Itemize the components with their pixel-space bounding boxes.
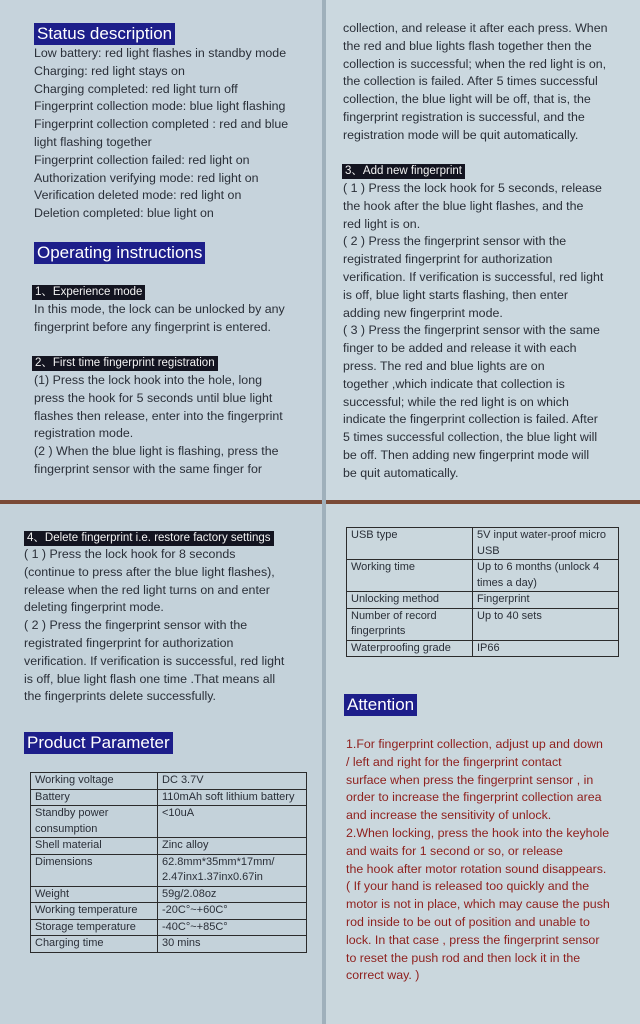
text-line: collection, the blue light will be off, that is, the [343,92,591,107]
text-line: is off, blue light flash one time .That means all [24,671,276,686]
spec-row [31,936,307,953]
text-line: fingerprint registration is successful, and the [343,109,585,124]
spec-row [31,773,307,790]
text-line: ( 2 ) Press the fingerprint sensor with the [24,618,248,633]
text-line: (1) Press the lock hook into the hole, long [34,373,262,387]
text-line: In this mode, the lock can be unlocked by any [34,302,285,316]
text-line: press. The red and blue lights are on [343,358,545,373]
attention-line: 2.When locking, press the hook into the keyhole [346,825,610,840]
spec-value: <10uA [158,806,307,838]
text-line: red light is on. [343,216,421,231]
spec-value: 5V input water-proof micro USB [473,528,619,560]
text-line: fingerprint sensor with the same finger for [34,461,262,476]
text-line: press the hook for 5 seconds until blue light [34,390,273,405]
attention-line: surface when press the fingerprint sensor , in [346,772,594,787]
text-line: (2 ) When the blue light is flashing, press the [34,444,279,459]
spec-label: Number of record fingerprints [347,608,473,640]
spec-row [347,560,619,592]
product-parameter-table [30,772,307,953]
spec-label: Standby power consumption [31,806,158,838]
text-line: verification. If verification is successful, red light [24,653,285,668]
delete-fingerprint-text [24,546,284,706]
text-line: the fingerprints delete successfully. [24,689,216,704]
status-line: Charging completed: red light turn off [34,81,238,96]
first-registration-text [34,372,283,479]
text-line: collection, and release it after each press. When [343,21,608,35]
manual-page-top-left [0,0,322,500]
spec-value: 62.8mm*35mm*17mm/ 2.47inx1.37inx0.67in [158,854,307,886]
text-line: ( 1 ) Press the lock hook for 8 seconds [24,547,236,561]
add-new-fingerprint-text [343,180,603,483]
status-line: Fingerprint collection mode: blue light flashing [34,99,286,114]
spec-value: 110mAh soft lithium battery [158,789,307,806]
manual-page-bottom-left [0,504,322,1024]
text-line: finger to be added and release it with each [343,341,577,356]
spec-value: Up to 6 months (unlock 4 times a day) [473,560,619,592]
spec-row [31,854,307,886]
attention-line: correct way. ) [346,968,420,983]
spec-value: Zinc alloy [158,838,307,855]
spec-row [31,789,307,806]
spec-row [347,528,619,560]
spec-label: Working voltage [31,773,158,790]
spec-label: Unlocking method [347,592,473,609]
text-line: ( 3 ) Press the fingerprint sensor with the same [343,323,600,338]
attention-line: 1.For fingerprint collection, adjust up and down [346,737,603,751]
spec-value: 59g/2.08oz [158,886,307,903]
spec-label: Shell material [31,838,158,855]
spec-row [31,806,307,838]
attention-line: and increase the sensitivity of unlock. [346,808,552,823]
text-line: together ,which indicate that collection is [343,376,565,391]
manual-page-top-right [326,0,640,500]
product-parameter-heading: Product Parameter [24,732,173,754]
first-registration-title: 2、First time fingerprint registration [32,356,218,371]
spec-label: Charging time [31,936,158,953]
spec-row [31,919,307,936]
attention-line: rod inside to be out of position and unable to [346,914,590,929]
text-line: (continue to press after the blue light flashes), [24,564,275,579]
attention-line: motor is not in place, which may cause the push [346,897,610,912]
attention-heading: Attention [344,694,417,716]
attention-line: ( If your hand is released too quickly and the [346,879,590,894]
text-line: release when the red light turns on and enter [24,582,270,597]
text-line: the hook after the blue light flashes, and the [343,198,584,213]
spec-label: Working temperature [31,903,158,920]
spec-label: Weight [31,886,158,903]
attention-line: order to increase the fingerprint collection area [346,790,602,805]
manual-page-bottom-right [326,504,640,1024]
operating-instructions-heading: Operating instructions [34,242,205,264]
delete-fingerprint-title: 4、Delete fingerprint i.e. restore factory settings [24,531,274,546]
text-line: deleting fingerprint mode. [24,600,164,615]
status-line: Low battery: red light flashes in standby mode [34,46,287,60]
attention-line: / left and right for the fingerprint contact [346,754,562,769]
text-line: the collection is failed. After 5 times successful [343,74,598,89]
text-line: indicate the fingerprint collection is failed. After [343,412,598,427]
text-line: verification. If verification is successful, red light [343,269,604,284]
spec-value: 30 mins [158,936,307,953]
status-line: Charging: red light stays on [34,63,185,78]
spec-row [347,640,619,657]
experience-mode-text [34,301,285,337]
attention-line: and waits for 1 second or so, or release [346,843,563,858]
text-line: registrated fingerprint for authorization [343,252,553,267]
text-line: flashes then release, enter into the fingerprint [34,408,283,423]
text-line: is off, blue light starts flashing, then enter [343,287,568,302]
add-new-fingerprint-title: 3、Add new fingerprint [342,164,465,179]
status-description-list [34,45,288,223]
text-line: fingerprint before any fingerprint is entered. [34,319,271,334]
status-line: light flashing together [34,134,152,149]
text-line: adding new fingerprint mode. [343,305,503,320]
attention-text [346,736,610,985]
spec-row [347,608,619,640]
spec-value: -40C°~+85C° [158,919,307,936]
spec-row [31,838,307,855]
text-line: successful; while the red light is on which [343,394,569,409]
text-line: the red and blue lights flash together then the [343,38,592,53]
text-line: ( 2 ) Press the fingerprint sensor with the [343,234,567,249]
text-line: ( 1 ) Press the lock hook for 5 seconds, release [343,181,602,195]
text-line: be quit automatically. [343,465,459,480]
attention-line: lock. In that case , press the fingerprint sensor [346,932,600,947]
spec-label: Waterproofing grade [347,640,473,657]
spec-row [31,886,307,903]
spec-value: Up to 40 sets [473,608,619,640]
status-line: Fingerprint collection completed : red and blue [34,117,289,132]
status-line: Deletion completed: blue light on [34,206,214,221]
spec-label: Battery [31,789,158,806]
experience-mode-title: 1、Experience mode [32,285,145,300]
spec-label: Working time [347,560,473,592]
spec-row [31,903,307,920]
status-line: Fingerprint collection failed: red light on [34,152,250,167]
spec-label: Dimensions [31,854,158,886]
text-line: registration mode. [34,426,134,441]
text-line: 5 times successful collection, the blue light will [343,430,598,445]
spec-value: DC 3.7V [158,773,307,790]
status-line: Authorization verifying mode: red light on [34,170,259,185]
text-line: collection is successful; when the red light is on, [343,56,607,71]
attention-line: the hook after motor rotation sound disappears. [346,861,607,876]
attention-line: to reset the push rod and then lock it in the [346,950,581,965]
first-registration-continued-text [343,20,607,145]
spec-value: IP66 [473,640,619,657]
status-description-heading: Status description [34,23,175,45]
spec-label: Storage temperature [31,919,158,936]
spec-label: USB type [347,528,473,560]
spec-value: Fingerprint [473,592,619,609]
text-line: registration mode will be quit automatically. [343,127,579,142]
product-parameter-table-continued [346,527,619,657]
spec-row [347,592,619,609]
text-line: registrated fingerprint for authorization [24,635,234,650]
status-line: Verification deleted mode: red light on [34,188,242,203]
spec-value: -20C°~+60C° [158,903,307,920]
text-line: be off. Then adding new fingerprint mode will [343,447,590,462]
